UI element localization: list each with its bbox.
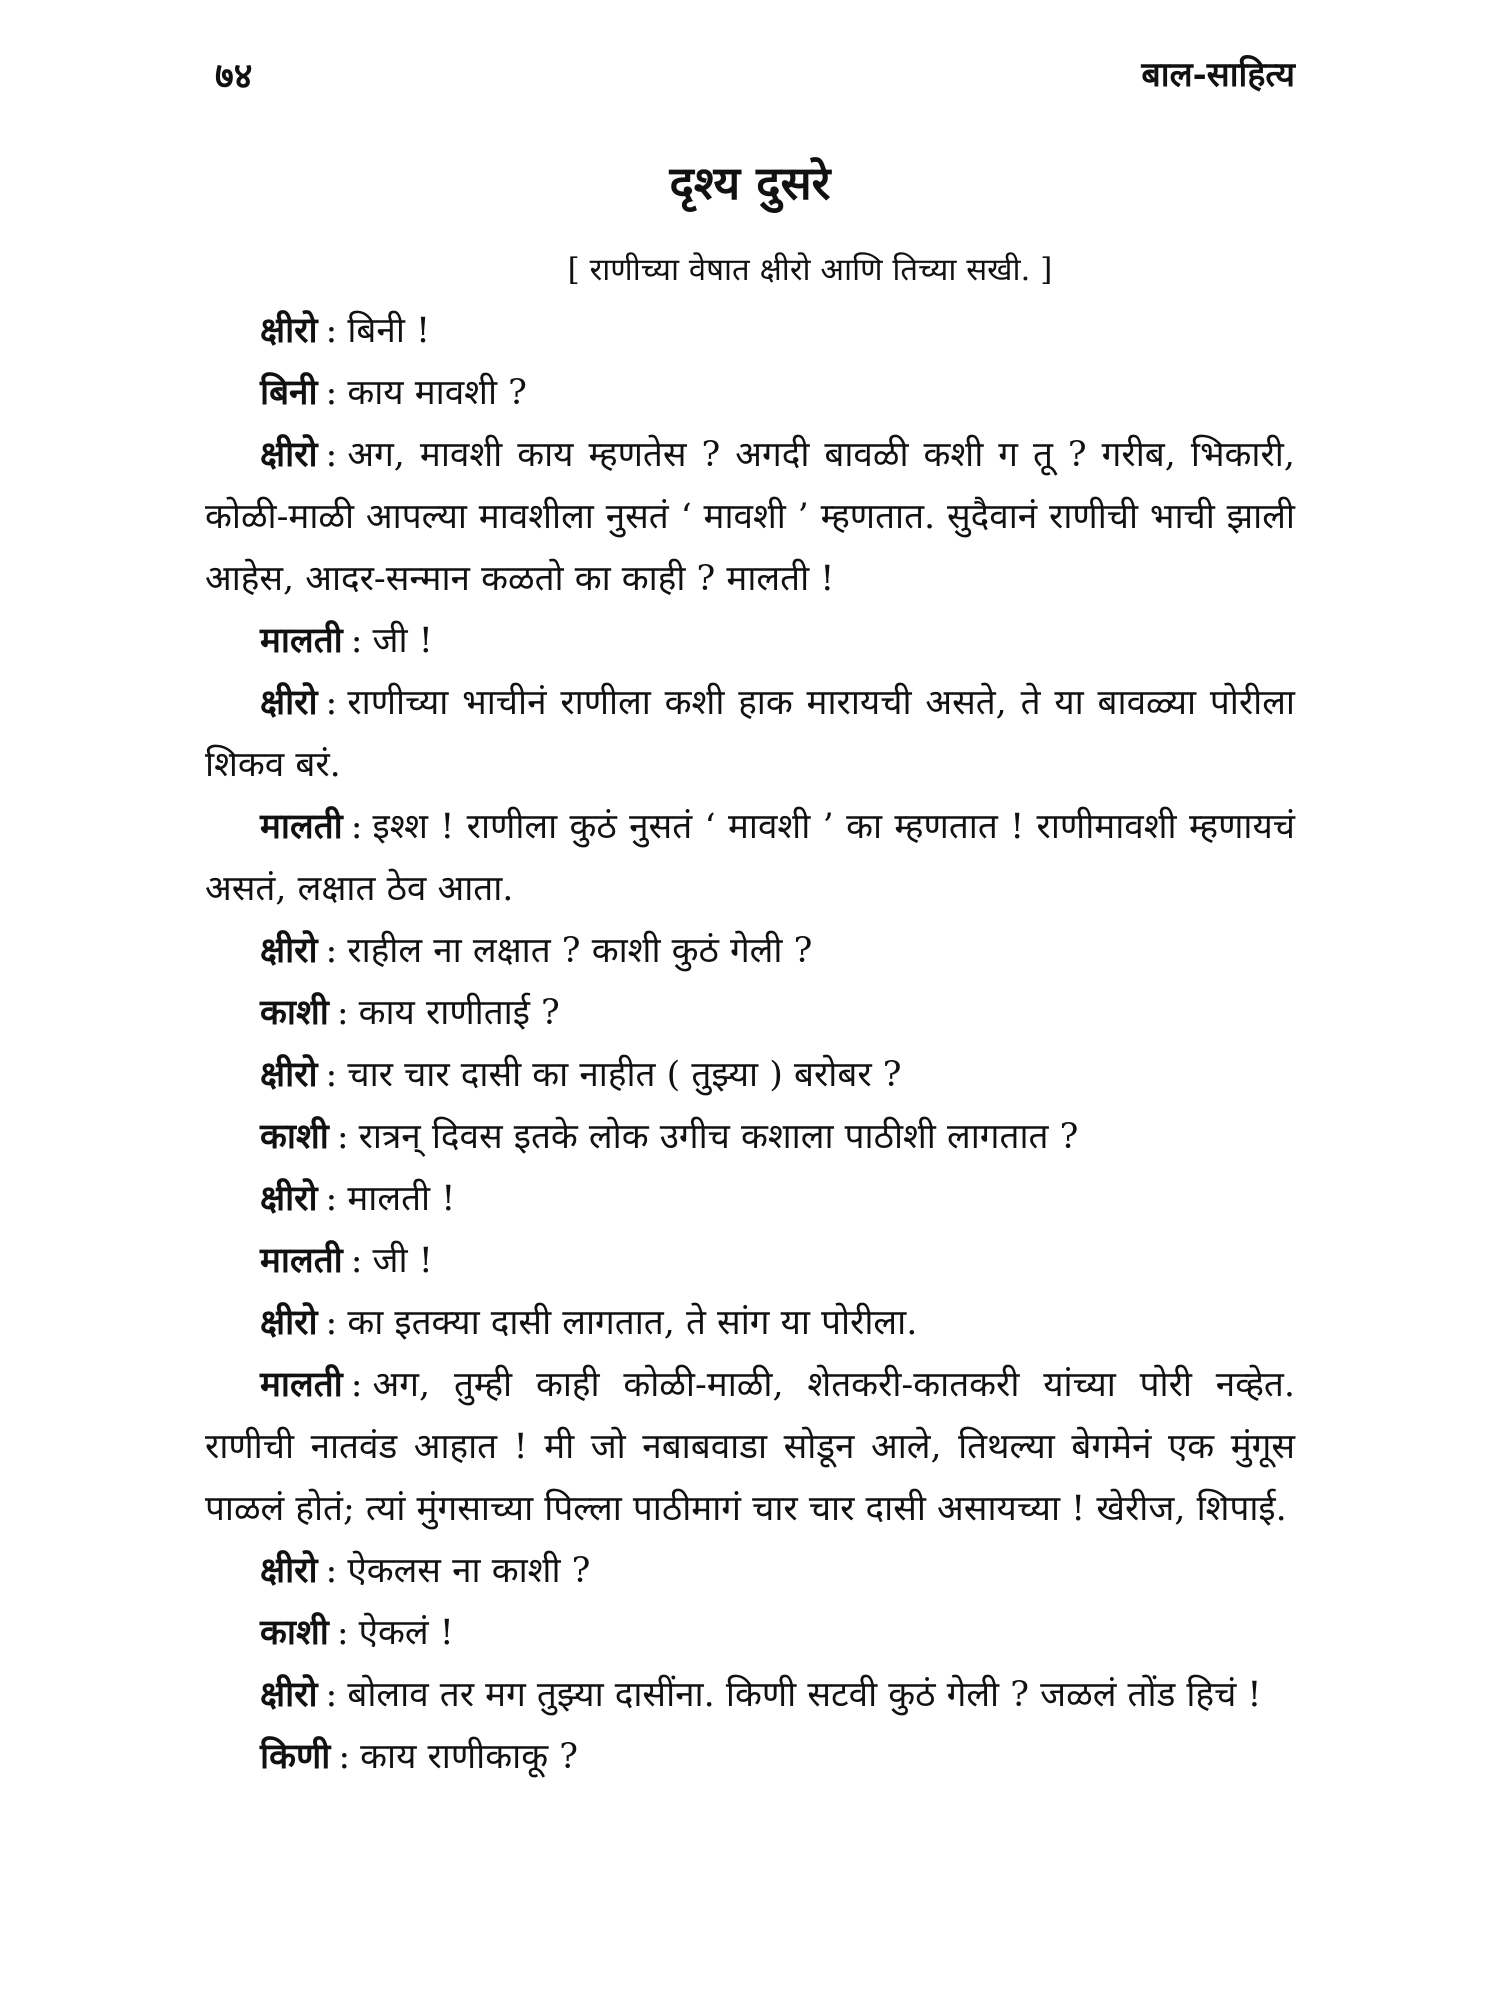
speaker-name: क्षीरो (260, 1551, 318, 1591)
speaker-name: किणी (260, 1737, 331, 1777)
dialogue-line: क्षीरो : बोलाव तर मग तुझ्या दासींना. किणी सटवी कुठं गेली ? जळलं तोंड हिचं ! (260, 1675, 1262, 1715)
speech-text: अग, तुम्ही काही कोळी-माळी, शेतकरी-कातकरी यांच्या पोरी नव्हेत. राणीची नातवंड आहात ! मी जो नबाबवाडा सोडून आले, तिथल्या बेगमेनं एक मुंगूस पाळलं होतं; त्यां मुंगसाच्या पिल्ला पाठीमागं चार चार दासी असायच्या ! खेरीज, शिपाई. (205, 1365, 1295, 1529)
speaker-name: काशी (260, 993, 329, 1033)
dialogue (205, 300, 1295, 1788)
page-number: ७४ (215, 55, 253, 97)
speech-text: मालती ! (347, 1179, 456, 1219)
book-page (205, 40, 1295, 1960)
dialogue-line: मालती : अग, तुम्ही काही कोळी-माळी, शेतकरी-कातकरी यांच्या पोरी नव्हेत. राणीची नातवंड आहात ! मी जो नबाबवाडा सोडून आले, तिथल्या बेगमेनं एक मुंगूस पाळलं होतं; त्यां मुंगसाच्या पिल्ला पाठीमागं चार चार दासी असायच्या ! खेरीज, शिपाई. (205, 1365, 1295, 1529)
speech-text: जी ! (372, 1241, 433, 1281)
speaker-name: क्षीरो (260, 1675, 318, 1715)
dialogue-line: क्षीरो : राणीच्या भाचीनं राणीला कशी हाक मारायची असते, ते या बावळ्या पोरीला शिकव बरं. (205, 683, 1295, 785)
dialogue-line: मालती : जी ! (260, 1241, 433, 1281)
speaker-name: क्षीरो (260, 931, 318, 971)
speech-text: अग, मावशी काय म्हणतेस ? अगदी बावळी कशी ग तू ? गरीब, भिकारी, कोळी-माळी आपल्या मावशीला नुसतं ‘ मावशी ’ म्हणतात. सुदैवानं राणीची भाची झाली आहेस, आदर-सन्मान कळतो का काही ? मालती ! (205, 435, 1295, 599)
dialogue-line: काशी : ऐकलं ! (260, 1613, 454, 1653)
scene-title: दृश्य दुसरे (669, 156, 831, 210)
dialogue-line: क्षीरो : बिनी ! (260, 311, 431, 351)
speaker-name: क्षीरो (260, 1179, 318, 1219)
dialogue-line: बिनी : काय मावशी ? (260, 373, 527, 413)
page-header (205, 40, 1295, 110)
speaker-name: मालती (260, 1241, 343, 1281)
speech-text: ऐकलं ! (358, 1613, 454, 1653)
dialogue-line: क्षीरो : का इतक्या दासी लागतात, ते सांग या पोरीला. (260, 1303, 918, 1343)
speech-text: ऐकलस ना काशी ? (347, 1551, 591, 1591)
dialogue-line: क्षीरो : मालती ! (260, 1179, 456, 1219)
speech-text: जी ! (372, 621, 433, 661)
dialogue-line: मालती : इश्श ! राणीला कुठं नुसतं ‘ मावशी ’ का म्हणतात ! राणीमावशी म्हणायचं असतं, लक्षात ठेव आता. (205, 807, 1295, 909)
speech-text: चार चार दासी का नाहीत ( तुझ्या ) बरोबर ? (347, 1055, 902, 1095)
speech-text: काय मावशी ? (347, 373, 527, 413)
dialogue-line: क्षीरो : ऐकलस ना काशी ? (260, 1551, 591, 1591)
speaker-name: क्षीरो (260, 311, 318, 351)
speech-text: बिनी ! (347, 311, 431, 351)
speaker-name: क्षीरो (260, 683, 318, 723)
dialogue-line: क्षीरो : राहील ना लक्षात ? काशी कुठं गेली ? (260, 931, 813, 971)
speaker-name: मालती (260, 1365, 343, 1405)
dialogue-line: काशी : रात्रन् दिवस इतके लोक उगीच कशाला पाठीशी लागतात ? (260, 1117, 1079, 1157)
speech-text: बोलाव तर मग तुझ्या दासींना. किणी सटवी कुठं गेली ? जळलं तोंड हिचं ! (347, 1675, 1262, 1715)
speaker-name: बिनी (260, 373, 318, 413)
speech-text: काय राणीकाकू ? (360, 1737, 578, 1777)
dialogue-line: क्षीरो : अग, मावशी काय म्हणतेस ? अगदी बावळी कशी ग तू ? गरीब, भिकारी, कोळी-माळी आपल्या मावशीला नुसतं ‘ मावशी ’ म्हणतात. सुदैवानं राणीची भाची झाली आहेस, आदर-सन्मान कळतो का काही ? मालती ! (205, 435, 1295, 599)
speech-text: राणीच्या भाचीनं राणीला कशी हाक मारायची असते, ते या बावळ्या पोरीला शिकव बरं. (205, 683, 1295, 785)
speech-text: रात्रन् दिवस इतके लोक उगीच कशाला पाठीशी लागतात ? (358, 1117, 1079, 1157)
stage-direction: [ राणीच्या वेषात क्षीरो आणि तिच्या सखी. ] (567, 252, 1053, 288)
speaker-name: मालती (260, 621, 343, 661)
running-head: बाल-साहित्य (1141, 55, 1295, 95)
speech-text: काय राणीताई ? (358, 993, 560, 1033)
speech-text: इश्श ! राणीला कुठं नुसतं ‘ मावशी ’ का म्हणतात ! राणीमावशी म्हणायचं असतं, लक्षात ठेव आता. (205, 807, 1295, 909)
dialogue-line: किणी : काय राणीकाकू ? (260, 1737, 578, 1777)
speech-text: का इतक्या दासी लागतात, ते सांग या पोरीला. (347, 1303, 918, 1343)
dialogue-line: काशी : काय राणीताई ? (260, 993, 560, 1033)
dialogue-line: क्षीरो : चार चार दासी का नाहीत ( तुझ्या ) बरोबर ? (260, 1055, 902, 1095)
dialogue-line: मालती : जी ! (260, 621, 433, 661)
speech-text: राहील ना लक्षात ? काशी कुठं गेली ? (347, 931, 813, 971)
speaker-name: क्षीरो (260, 1055, 318, 1095)
speaker-name: काशी (260, 1117, 329, 1157)
speaker-name: मालती (260, 807, 343, 847)
speaker-name: क्षीरो (260, 1303, 318, 1343)
speaker-name: काशी (260, 1613, 329, 1653)
speaker-name: क्षीरो (260, 435, 318, 475)
